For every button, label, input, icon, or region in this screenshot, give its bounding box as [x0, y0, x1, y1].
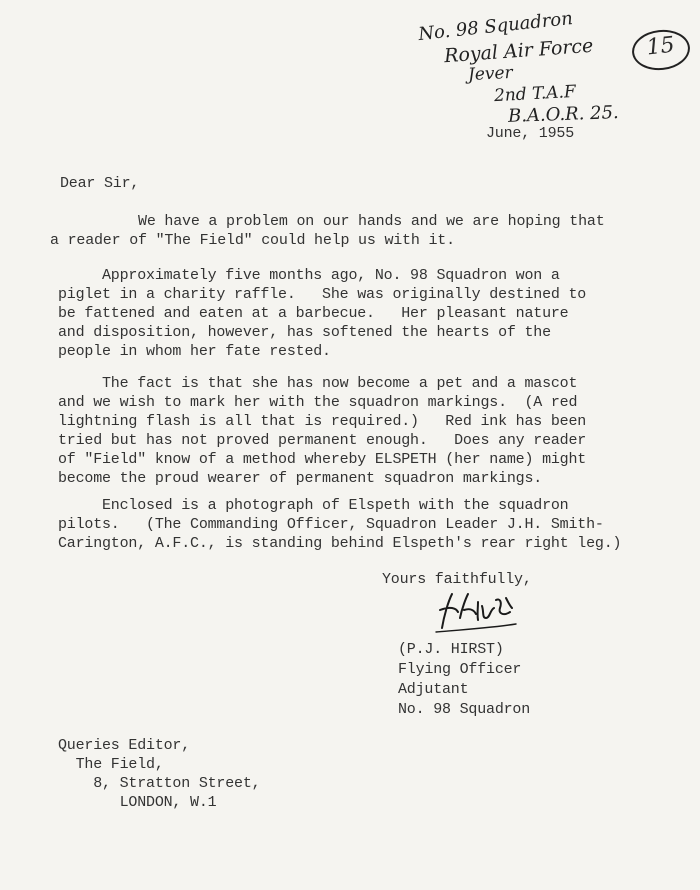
paragraph-line: Carington, A.F.C., is standing behind Elspeth's rear right leg.)	[58, 535, 622, 552]
paragraph-line: pilots. (The Commanding Officer, Squadron Leader J.H. Smith-	[58, 516, 604, 533]
paragraph-line: of "Field" know of a method whereby ELSPETH (her name) might	[58, 451, 587, 468]
page-number: 15	[645, 32, 676, 61]
paragraph-line: The fact is that she has now become a pet and a mascot	[58, 375, 578, 392]
paragraph-line: piglet in a charity raffle. She was originally destined to	[58, 286, 587, 303]
addressee-line: 8, Stratton Street,	[58, 775, 261, 792]
paragraph-line: Approximately five months ago, No. 98 Squadron won a	[58, 267, 560, 284]
addressee-line: LONDON, W.1	[58, 794, 217, 811]
paragraph-line: and we wish to mark her with the squadron markings. (A red	[58, 394, 578, 411]
handwritten-line-3: Jever	[467, 62, 514, 86]
paragraph-line: lightning flash is all that is required.) Red ink has been	[58, 413, 587, 430]
paragraph-3	[58, 374, 586, 488]
addressee-block	[58, 736, 260, 812]
paragraph-line: a reader of "The Field" could help us with it.	[50, 232, 455, 249]
paragraph-line: become the proud wearer of permanent squadron markings.	[58, 470, 543, 487]
paragraph-2	[58, 266, 586, 361]
paragraph-line: Enclosed is a photograph of Elspeth with the squadron	[58, 497, 569, 514]
handwritten-line-2: Royal Air Force	[443, 34, 594, 68]
paragraph-4	[58, 496, 621, 553]
signature-unit: No. 98 Squadron	[398, 701, 531, 718]
addressee-line: The Field,	[58, 756, 164, 773]
paragraph-line: We have a problem on our hands and we are hoping that	[50, 213, 605, 230]
paragraph-line: tried but has not proved permanent enough. Does any reader	[58, 432, 587, 449]
paragraph-1	[50, 212, 605, 250]
addressee-line: Queries Editor,	[58, 737, 191, 754]
paragraph-line: people in whom her fate rested.	[58, 343, 331, 360]
handwritten-line-4: 2nd T.A.F	[493, 81, 577, 107]
closing: Yours faithfully,	[382, 571, 532, 588]
signature-name: (P.J. HIRST)	[398, 641, 504, 658]
paragraph-line: and disposition, however, has softened the hearts of the	[58, 324, 551, 341]
handwritten-line-1: No. 98 Squadron	[417, 7, 574, 46]
handwritten-line-5: B.A.O.R. 25.	[507, 102, 620, 127]
letter-date: June, 1955	[486, 125, 575, 142]
handwritten-signature	[430, 588, 520, 636]
signature-title: Flying Officer	[398, 661, 522, 678]
salutation: Dear Sir,	[60, 175, 140, 192]
paragraph-line: be fattened and eaten at a barbecue. Her pleasant nature	[58, 305, 569, 322]
page-number-circle	[630, 27, 692, 73]
signature-role: Adjutant	[398, 681, 469, 698]
